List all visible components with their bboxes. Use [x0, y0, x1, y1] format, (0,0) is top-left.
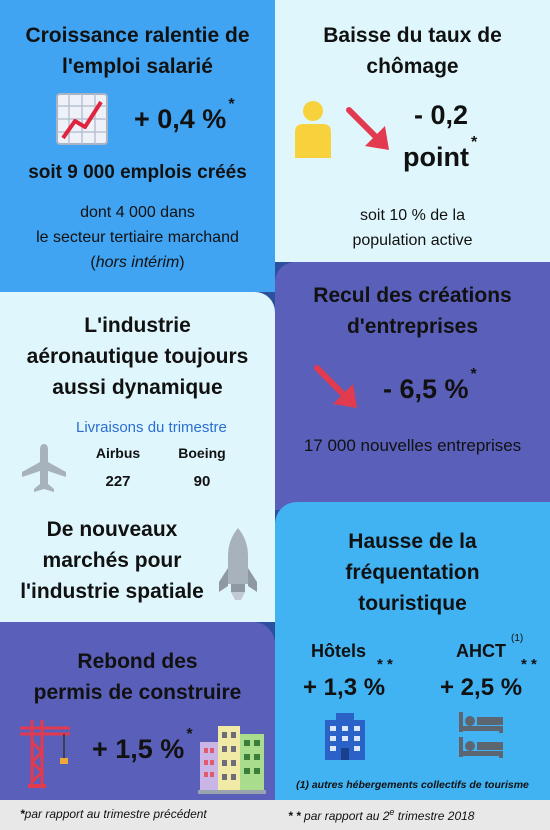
permits-title: [0, 646, 275, 708]
employment-panel: [0, 0, 275, 292]
aero-title: [0, 310, 275, 403]
space-title: [8, 514, 216, 607]
person-icon: [291, 100, 335, 160]
down-arrow-icon: [345, 106, 391, 152]
employment-detail-line1: dont 4 000 dans: [80, 204, 195, 221]
aero-title-line3: aussi dynamique: [52, 376, 223, 399]
footer-right-sup: e: [389, 807, 395, 817]
boeing-label: Boeing: [178, 445, 226, 461]
employment-detail-line3-wrap: (hors intérim): [90, 254, 185, 271]
boeing-value: 90: [193, 473, 211, 490]
employment-asterisk: *: [228, 96, 235, 113]
companies-title: [275, 280, 550, 342]
space-title-line1: De nouveaux: [46, 518, 178, 541]
footer-right-text-a: par rapport au 2: [304, 809, 390, 823]
unemployment-value-line2-text: point: [403, 142, 469, 172]
ahct-footnote-ref: (1): [511, 633, 524, 644]
permits-title-line2: permis de construire: [33, 681, 242, 704]
buildings-icon: [198, 720, 266, 794]
rocket-icon: [216, 526, 260, 602]
unemployment-asterisk: *: [470, 134, 478, 151]
ahct-label: AHCT: [456, 641, 506, 661]
airplane-icon: [20, 442, 68, 494]
employment-subtitle: soit 9 000 emplois créés: [28, 162, 247, 183]
employment-detail: [0, 200, 275, 275]
aero-title-line2: aéronautique toujours: [26, 345, 249, 368]
unemployment-detail-line1: soit 10 % de la: [360, 207, 465, 224]
aero-title-line1: L'industrie: [84, 314, 191, 337]
space-title-line3: l'industrie spatiale: [20, 580, 204, 603]
beds-icon: [457, 710, 505, 760]
footer-left-mark: *: [20, 807, 25, 821]
footer-left: [20, 807, 207, 821]
unemployment-value-line2: [403, 134, 478, 173]
tourism-title-line1: Hausse de la: [348, 530, 477, 553]
footer-left-text: par rapport au trimestre précédent: [24, 807, 207, 821]
companies-title-line2: d'entreprises: [346, 315, 479, 338]
footer-bar: [0, 800, 550, 830]
aero-panel: [0, 292, 275, 622]
unemployment-detail: [275, 203, 550, 253]
tourism-title-line3: touristique: [358, 592, 467, 615]
employment-title-line2: l'emploi salarié: [62, 55, 213, 78]
airbus-label: Airbus: [95, 445, 141, 461]
footer-right-text-b: trimestre 2018: [394, 809, 475, 823]
permits-value-text: + 1,5 %: [92, 734, 185, 764]
employment-detail-line2: le secteur tertiaire marchand: [36, 229, 239, 246]
ahct-value: + 2,5 %: [440, 674, 523, 701]
unemployment-title: [275, 20, 550, 82]
companies-panel: [275, 262, 550, 510]
companies-title-line1: Recul des créations: [313, 284, 512, 307]
permits-panel: [0, 622, 275, 800]
hotel-building-icon: [321, 712, 369, 760]
hotels-mark: * *: [377, 656, 393, 673]
permits-title-line1: Rebond des: [77, 650, 198, 673]
unemployment-detail-line2: population active: [352, 232, 473, 249]
unemployment-title-line1: Baisse du taux de: [323, 24, 502, 47]
companies-value-text: - 6,5 %: [383, 374, 469, 404]
airbus-value: 227: [105, 473, 131, 490]
tourism-panel: [275, 502, 550, 800]
companies-asterisk: *: [470, 366, 477, 383]
unemployment-title-line2: chômage: [366, 55, 459, 78]
space-title-line2: marchés pour: [42, 549, 182, 572]
companies-value: [383, 366, 477, 405]
employment-value-text: + 0,4 %: [134, 104, 227, 134]
companies-detail: 17 000 nouvelles entreprises: [303, 436, 522, 455]
tourism-title: [275, 526, 550, 619]
footer-right: [288, 807, 474, 823]
growth-chart-icon: [56, 93, 108, 145]
tourism-footnote: (1) autres hébergements collectifs de tourisme: [296, 779, 529, 791]
unemployment-value-line1: - 0,2: [413, 100, 469, 130]
down-arrow-icon: [313, 364, 359, 410]
permits-value: [92, 726, 193, 765]
ahct-mark: * *: [521, 656, 537, 673]
hotels-label: Hôtels: [311, 641, 367, 661]
employment-title-line1: Croissance ralentie de: [25, 24, 250, 47]
permits-asterisk: *: [186, 726, 193, 743]
crane-icon: [18, 716, 72, 790]
employment-title: [0, 20, 275, 82]
hotels-value: + 1,3 %: [303, 674, 386, 701]
tourism-title-line2: fréquentation: [345, 561, 480, 584]
unemployment-panel: [275, 0, 550, 262]
aero-deliveries-label: Livraisons du trimestre: [76, 419, 227, 436]
employment-value: [134, 96, 235, 135]
employment-detail-line3: hors intérim: [95, 254, 180, 271]
footer-right-mark: * *: [288, 809, 301, 823]
